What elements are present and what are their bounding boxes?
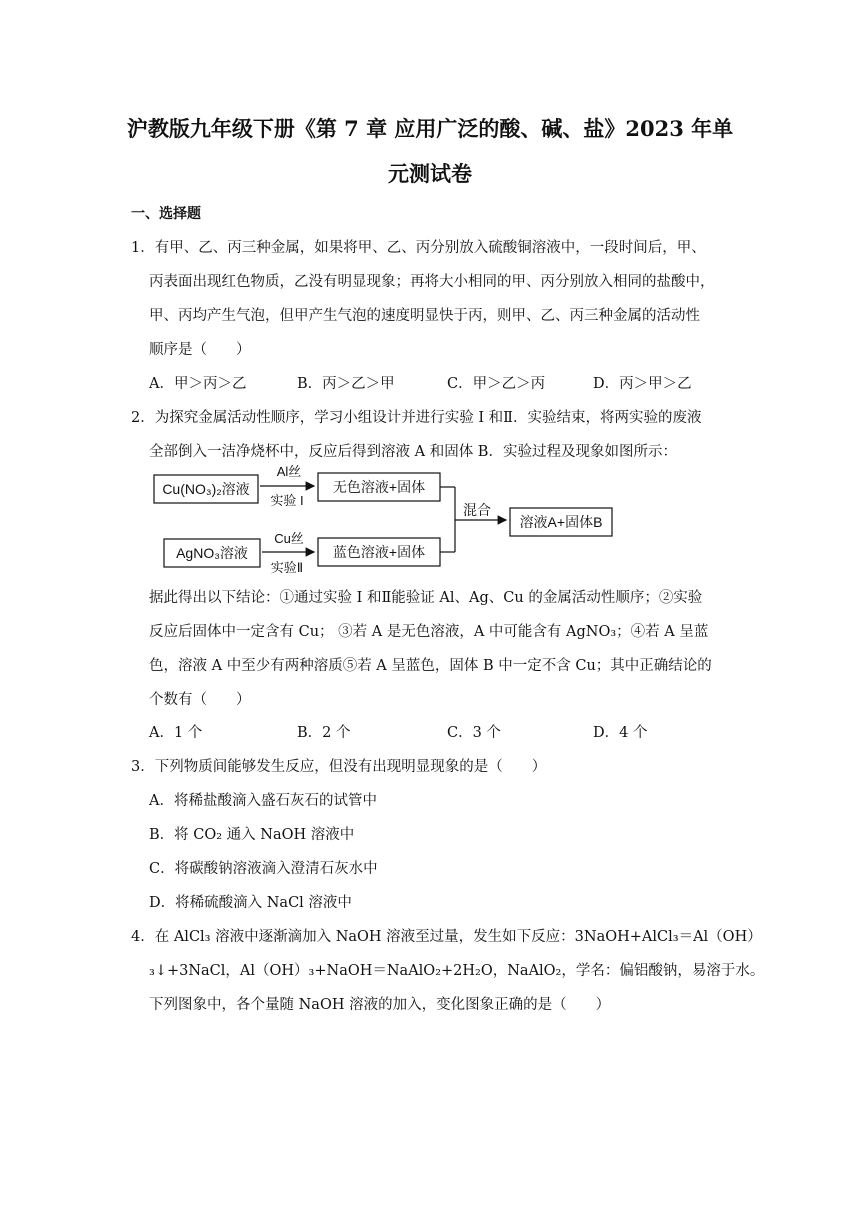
q4-line-2: ₃↓+3NaCl，Al（OH）₃+NaOH＝NaAlO₂+2H₂O，NaAlO₂，学名：偏铝酸钠，易溶于水。 [149,963,765,979]
q1-line-1: 1．有甲、乙、丙三种金属，如果将甲、乙、丙分别放入硫酸铜溶液中，一段时间后，甲、 [131,240,706,256]
q2-option-c[interactable]: C．3 个 [447,725,501,741]
box-colorless-solution-label: 无色溶液+固体 [332,479,426,495]
q2-conclusion-line-3: 色，溶液 A 中至少有两种溶质⑤若 A 呈蓝色，固体 B 中一定不含 Cu；其中正确结论的 [149,658,712,674]
q2-line-2: 全部倒入一洁净烧杯中，反应后得到溶液 A 和固体 B．实验过程及现象如图所示： [149,444,677,460]
q3-option-a[interactable]: A．将稀盐酸滴入盛石灰石的试管中 [149,793,377,809]
arrow2-top-label: Cu丝 [274,531,304,546]
q2-option-b[interactable]: B．2 个 [297,725,351,741]
q1-option-c[interactable]: C．甲＞乙＞丙 [447,376,546,392]
arrow1-bottom-label: 实验 I [270,493,304,508]
q2-line-1: 2．为探究金属活动性顺序，学习小组设计并进行实验 I 和Ⅱ．实验结束，将两实验的废液 [131,410,702,426]
q2-option-a[interactable]: A．1 个 [149,725,203,741]
q3-option-d[interactable]: D．将稀硫酸滴入 NaCl 溶液中 [149,895,352,911]
q1-line-2: 丙表面出现红色物质，乙没有明显现象；再将大小相同的甲、丙分别放入相同的盐酸中， [149,274,715,290]
page-title-line-1: 沪教版九年级下册《第 7 章 应用广泛的酸、碱、盐》2023 年单 [126,116,734,141]
q3-option-b[interactable]: B．将 CO₂ 通入 NaOH 溶液中 [149,827,355,843]
page-title-line-2: 元测试卷 [388,161,472,186]
box-blue-solution-label: 蓝色溶液+固体 [332,544,426,560]
q3-stem: 3．下列物质间能够发生反应，但没有出现明显现象的是（ ） [131,759,547,775]
section-heading: 一、选择题 [131,206,201,222]
arrow1-top-label: Al丝 [276,464,302,479]
q2-conclusion-line-2: 反应后固体中一定含有 Cu； ③若 A 是无色溶液，A 中可能含有 AgNO₃；④若 A 呈蓝 [149,624,709,640]
q4-line-1: 4．在 AlCl₃ 溶液中逐渐滴加入 NaOH 溶液至过量，发生如下反应：3NaOH+AlCl₃＝Al（OH） [131,929,762,945]
box-cu-nitrate-label: Cu(NO₃)₂溶液 [162,481,250,497]
arrow2-bottom-label: 实验Ⅱ [270,560,304,574]
box-result-label: 溶液A+固体B [519,514,603,530]
q2-conclusion-line-1: 据此得出以下结论：①通过实验 I 和Ⅱ能验证 Al、Ag、Cu 的金属活动性顺序；②实验 [149,590,703,606]
q1-line-3: 甲、丙均产生气泡，但甲产生气泡的速度明显快于丙，则甲、乙、丙三种金属的活动性 [149,308,700,324]
q2-conclusion-line-4: 个数有（ ） [149,692,251,708]
experiment-flow-diagram [152,462,622,574]
q1-line-4: 顺序是（ ） [149,342,251,358]
q1-option-d[interactable]: D．丙＞甲＞乙 [593,376,692,392]
q2-option-d[interactable]: D．4 个 [593,725,648,741]
q1-option-a[interactable]: A．甲＞丙＞乙 [149,376,247,392]
q1-option-b[interactable]: B．丙＞乙＞甲 [297,376,395,392]
q4-line-3: 下列图象中，各个量随 NaOH 溶液的加入，变化图象正确的是（ ） [149,997,611,1013]
q3-option-c[interactable]: C．将碳酸钠溶液滴入澄清石灰水中 [149,861,378,877]
box-silver-nitrate-label: AgNO₃溶液 [176,545,248,561]
mix-label: 混合 [463,502,491,518]
